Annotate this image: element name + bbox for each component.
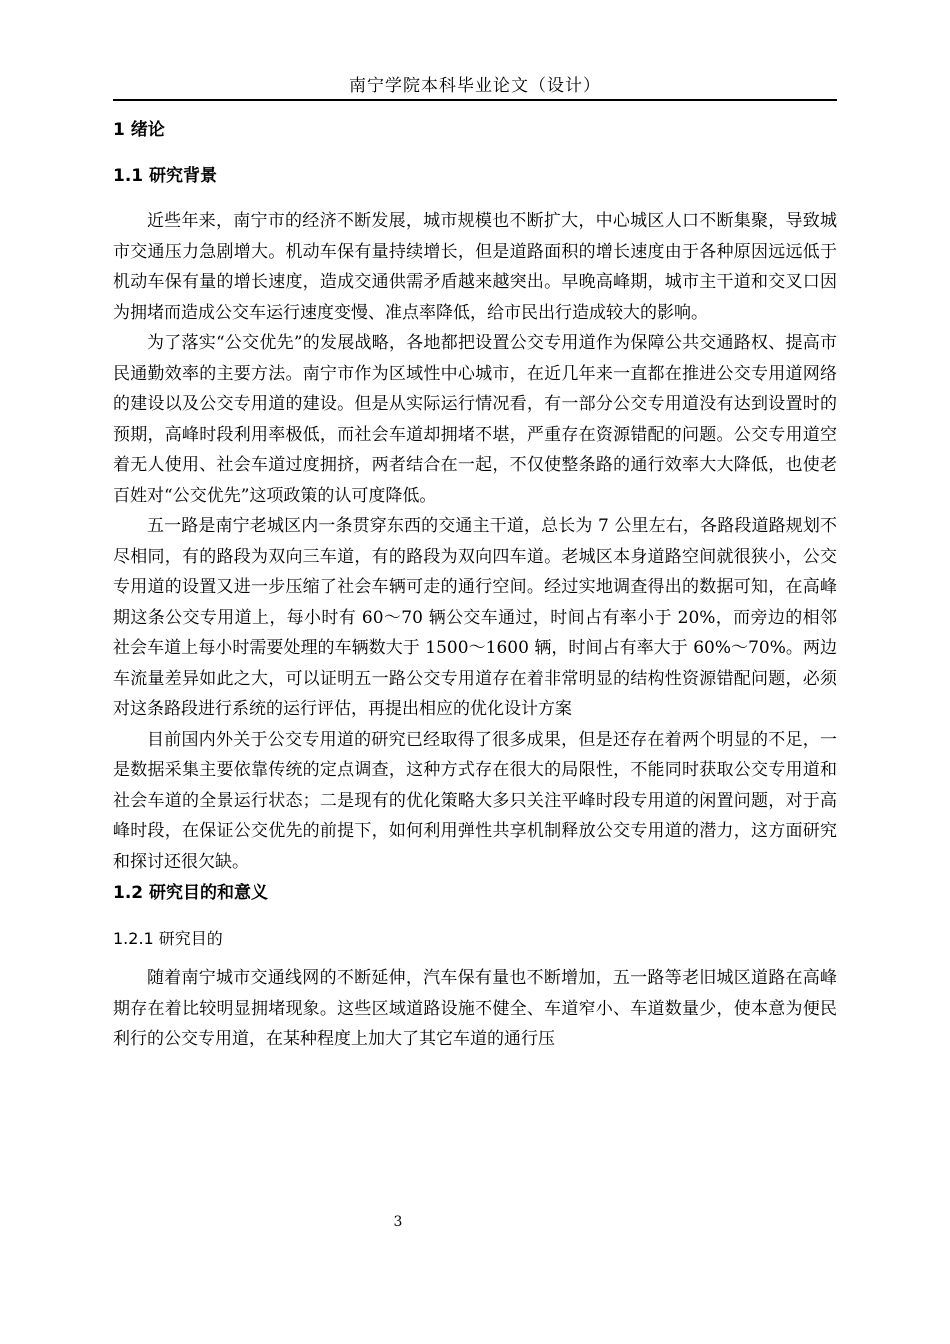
paragraph: 为了落实“公交优先”的发展战略，各地都把设置公交专用道作为保障公共交通路权、提高市民通勤效率的主要方法。南宁市作为区域性中心城市，在近几年来一直都在推进公交专用道网络的建设以及公交专用道的建设。但是从实际运行情况看，有一部分公交专用道没有达到设置时的预期，高峰时段利用率极低，而社会车道却拥堵不堪，严重存在资源错配的问题。公交专用道空着无人使用、社会车道过度拥挤，两者结合在一起，不仅使整条路的通行效率大大降低，也使老百姓对“公交优先”这项政策的认可度降低。	[113, 333, 837, 506]
running-header-title: 南宁学院本科毕业论文（设计）	[349, 76, 601, 96]
paragraph: 目前国内外关于公交专用道的研究已经取得了很多成果，但是还存在着两个明显的不足，一是数据采集主要依靠传统的定点调查，这种方式存在很大的局限性，不能同时获取公交专用道和社会车道的全景运行状态；二是现有的优化策略大多只关注平峰时段专用道的闲置问题，对于高峰时段，在保证公交优先的前提下，如何利用弹性共享机制释放公交专用道的潜力，这方面研究和探讨还很欠缺。	[113, 729, 837, 872]
section-heading-research-background: 1.1 研究背景	[113, 166, 218, 186]
page-number: 3	[393, 1214, 403, 1230]
chapter-heading: 1 绪论	[113, 120, 165, 140]
header-divider	[113, 99, 837, 101]
paragraph: 随着南宁城市交通线网的不断延伸，汽车保有量也不断增加，五一路等老旧城区道路在高峰期存在着比较明显拥堵现象。这些区域道路设施不健全、车道窄小、车道数量少，使本意为便民利行的公交专用道，在某种程度上加大了其它车道的通行压	[113, 968, 837, 1049]
subsection-heading-research-purpose: 1.2.1 研究目的	[113, 929, 223, 948]
paragraph: 五一路是南宁老城区内一条贯穿东西的交通主干道，总长为 7 公里左右，各路段道路规划不尽相同，有的路段为双向三车道，有的路段为双向四车道。老城区本身道路空间就很狭小，公交专用道的设置又进一步压缩了社会车辆可走的通行空间。经过实地调查得出的数据可知，在高峰期这条公交专用道上，每小时有 60～70 辆公交车通过，时间占有率小于 20%，而旁边的相邻社会车道上每小时需要处理的车辆数大于 1500～1600 辆，时间占有率大于 60%～70%。两边车流量差异如此之大，可以证明五一路公交专用道存在着非常明显的结构性资源错配问题，必须对这条路段进行系统的运行评估，再提出相应的优化设计方案	[113, 516, 837, 719]
section-heading-purpose-significance: 1.2 研究目的和意义	[113, 883, 269, 903]
paragraph: 近些年来，南宁市的经济不断发展，城市规模也不断扩大，中心城区人口不断集聚，导致城市交通压力急剧增大。机动车保有量持续增长，但是道路面积的增长速度由于各种原因远远低于机动车保有量的增长速度，造成交通供需矛盾越来越突出。早晚高峰期，城市主干道和交叉口因为拥堵而造成公交车运行速度变慢、准点率降低，给市民出行造成较大的影响。	[113, 211, 837, 323]
document-body	[113, 114, 837, 1055]
